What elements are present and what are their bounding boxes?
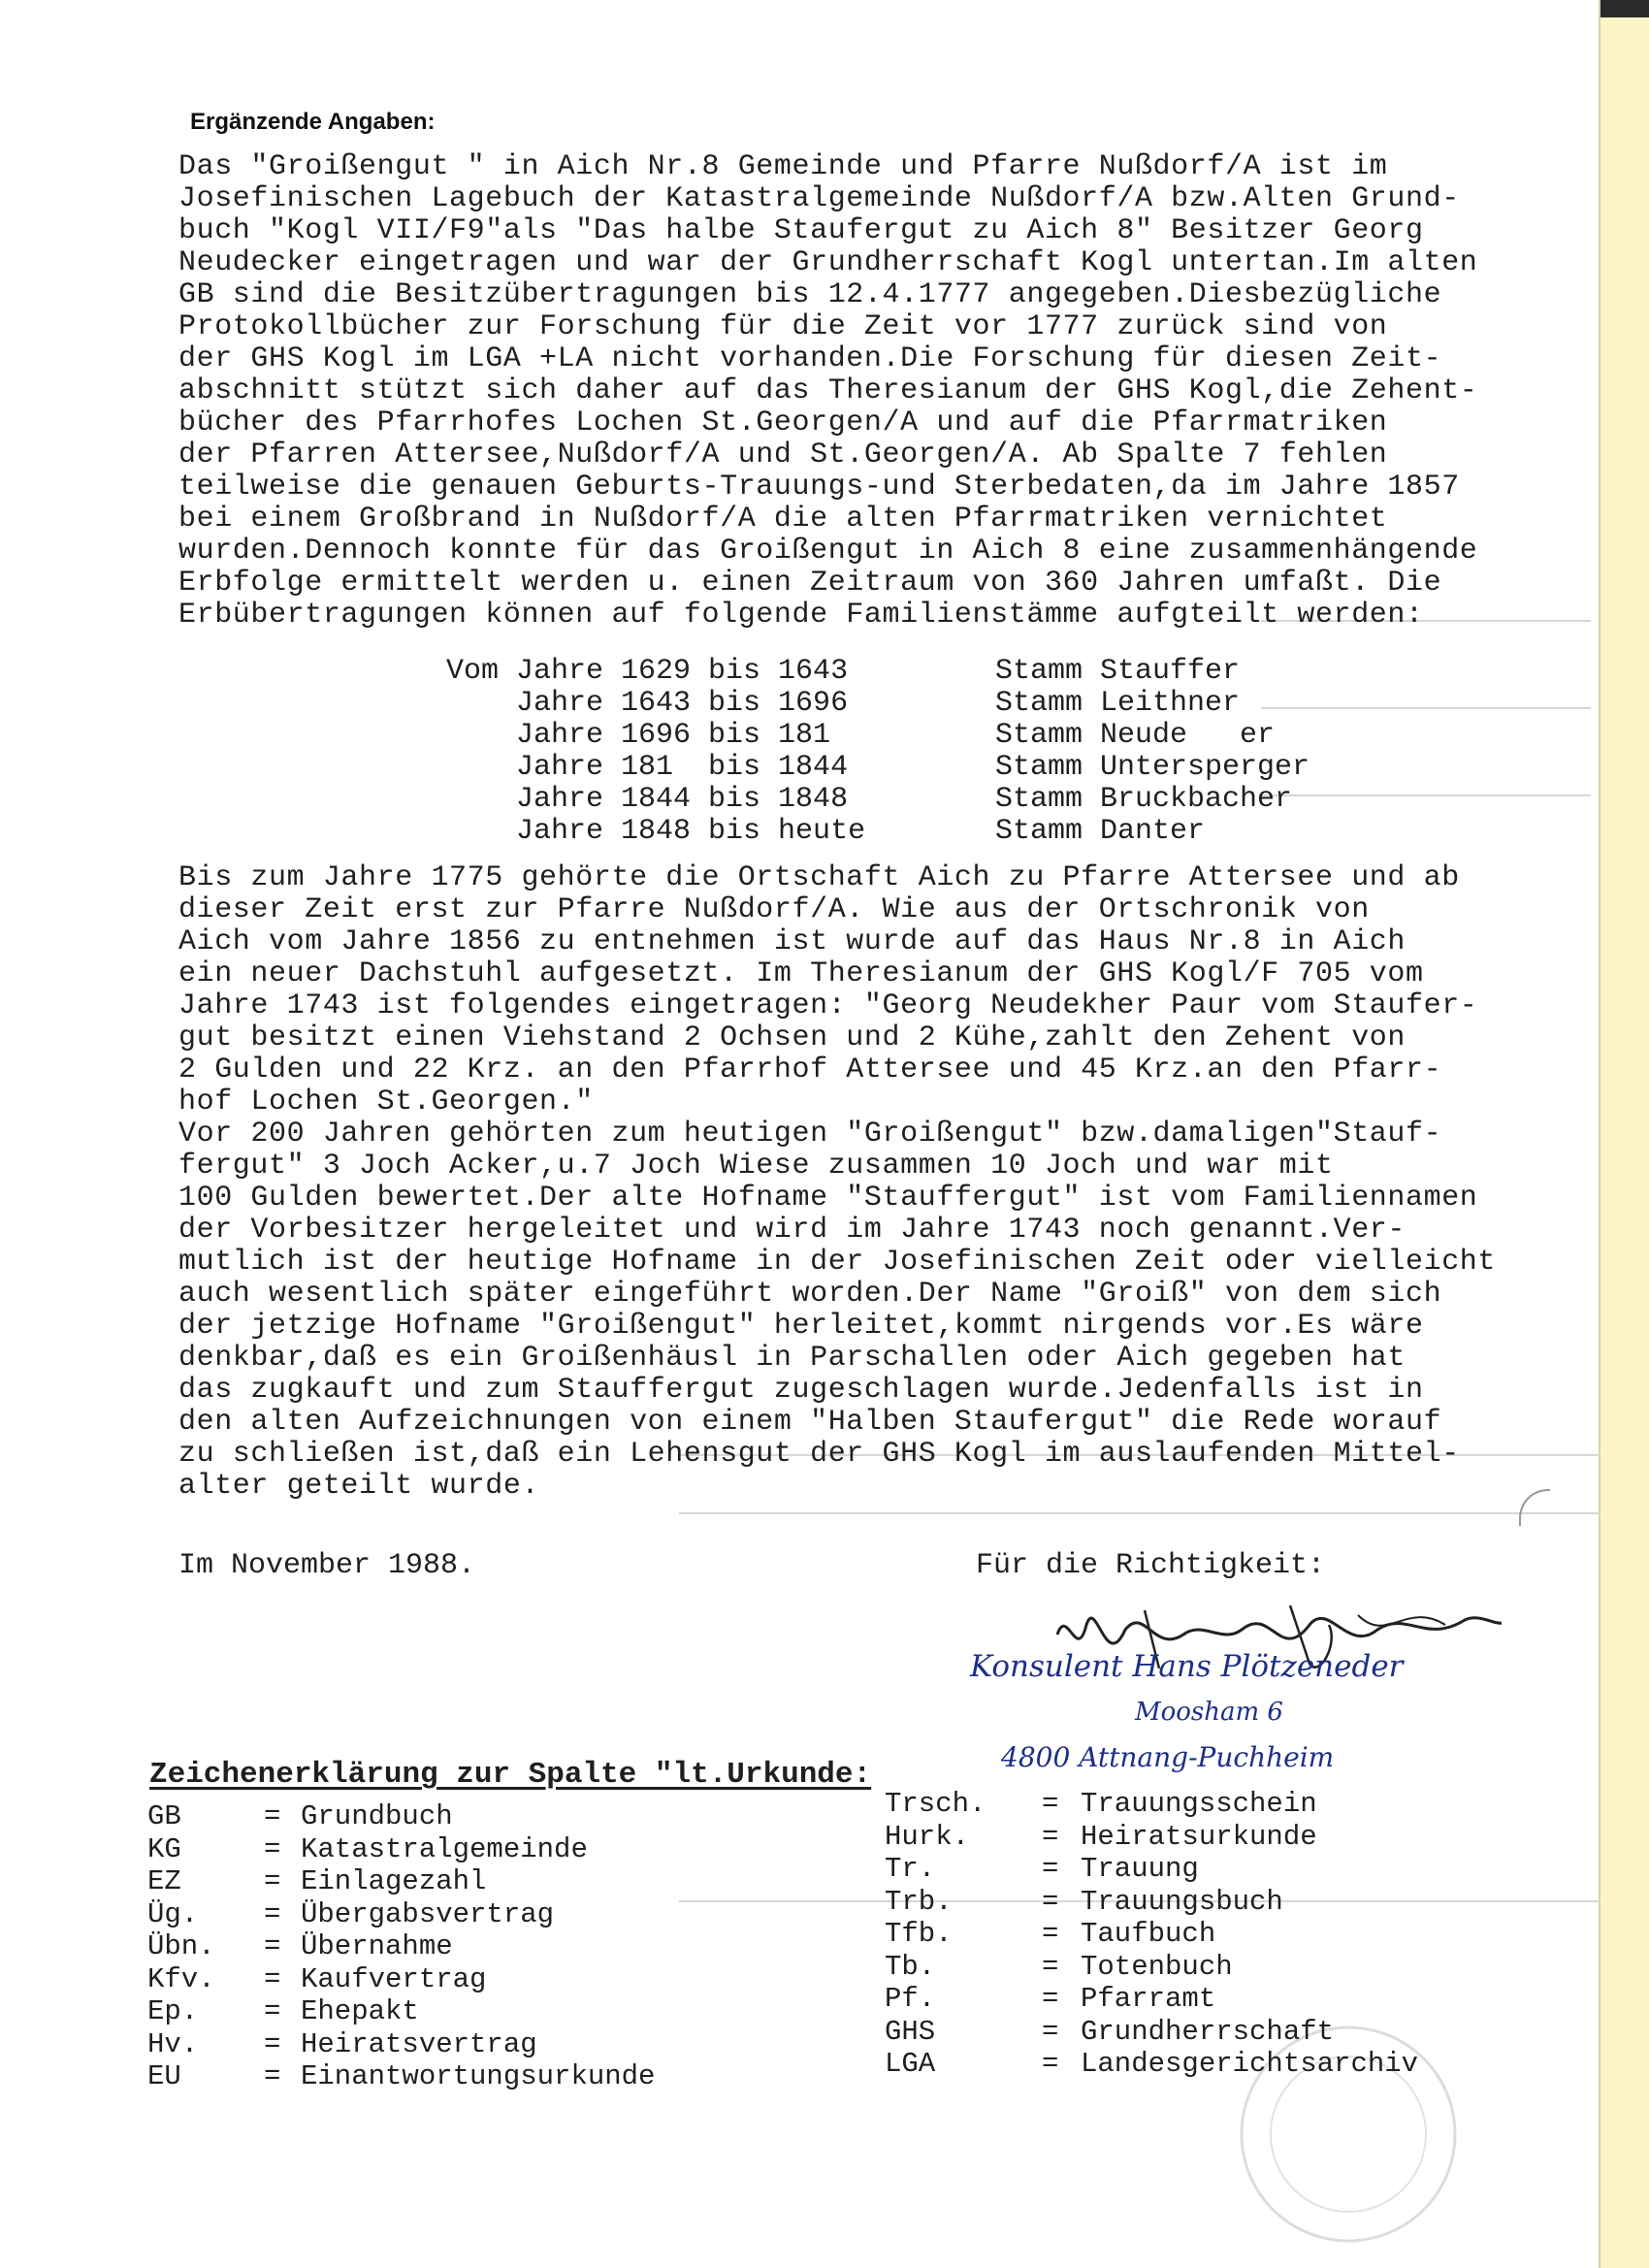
text-line: Aich vom Jahre 1856 zu entnehmen ist wurde auf das Haus Nr.8 in Aich [178, 925, 1406, 958]
legend-abbreviation: EU [147, 2060, 181, 2092]
lineage-row [446, 816, 1319, 848]
text-line: gut besitzt einen Viehstand 2 Ochsen und 2 Kühe,zahlt den Zehent von [178, 1021, 1406, 1054]
legend-title: Zeichenerklärung zur Spalte "lt.Urkunde: [149, 1758, 872, 1792]
legend-equals: = [264, 1897, 281, 1930]
section-heading: Ergänzende Angaben: [190, 109, 436, 135]
lineage-period: Vom Jahre 1629 bis 1643 [446, 655, 849, 688]
text-line: bücher des Pfarrhofes Lochen St.Georgen/A und auf die Pfarrmatriken [178, 406, 1388, 439]
text-line: Jahre 1743 ist folgendes eingetragen: "Georg Neudekher Paur vom Staufer- [178, 989, 1478, 1022]
legend-abbreviation: Übn. [147, 1930, 215, 1962]
text-line: fergut" 3 Joch Acker,u.7 Joch Wiese zusammen 10 Joch und war mit [178, 1150, 1334, 1183]
text-line: der Pfarren Attersee,Nußdorf/A und St.Georgen/A. Ab Spalte 7 fehlen [178, 438, 1388, 471]
text-line: Bis zum Jahre 1775 gehörte die Ortschaft Aich zu Pfarre Attersee und ab [178, 861, 1460, 894]
text-line: Protokollbücher zur Forschung für die Zeit vor 1777 zurück sind von [178, 310, 1388, 343]
text-line: hof Lochen St.Georgen." [178, 1085, 594, 1118]
paragraph-details [178, 862, 1575, 1503]
text-line: der jetzige Hofname "Groißengut" herleitet,kommt nirgends vor.Es wäre [178, 1310, 1424, 1343]
legend-abbreviation: Ep. [147, 1995, 199, 2027]
text-line: ein neuer Dachstuhl aufgesetzt. Im Theresianum der GHS Kogl/F 705 vom [178, 957, 1424, 990]
lineage-period: Jahre 181 bis 1844 [446, 751, 849, 784]
lineage-period: Jahre 1643 bis 1696 [446, 687, 849, 720]
text-line: buch "Kogl VII/F9"als "Das halbe Staufergut zu Aich 8" Besitzer Georg [178, 214, 1424, 247]
lineage-row [446, 656, 1319, 688]
legend-description: Trauungsbuch [1081, 1885, 1283, 1918]
legend-abbreviation: GHS [885, 2015, 936, 2048]
paragraph-history [178, 151, 1575, 632]
legend-description: Landesgerichtsarchiv [1081, 2048, 1419, 2080]
legend-abbreviation: Hurk. [885, 1820, 970, 1853]
lineage-family: Stamm Stauffer [995, 655, 1241, 688]
text-line: zu schließen ist,daß ein Lehensgut der GHS Kogl im auslaufenden Mittel- [178, 1438, 1460, 1471]
lineage-period: Jahre 1844 bis 1848 [446, 783, 849, 816]
legend-description: Totenbuch [1081, 1950, 1233, 1983]
legend-equals: = [264, 1800, 281, 1832]
lineage-family: Stamm Neude er [995, 719, 1276, 752]
lineage-row [446, 752, 1319, 784]
legend-equals: = [264, 2027, 281, 2060]
legend-abbreviation: Tb. [885, 1950, 936, 1983]
legend-abbreviation: LGA [885, 2048, 936, 2080]
legend-description: Taufbuch [1081, 1918, 1216, 1950]
legend-equals: = [1042, 2048, 1059, 2080]
lineage-row [446, 688, 1319, 720]
legend-description: Katastralgemeinde [301, 1832, 588, 1865]
paper-edge-strip [1599, 0, 1649, 2268]
text-line: Erbfolge ermittelt werden u. einen Zeitraum von 360 Jahren umfaßt. Die [178, 567, 1442, 599]
legend-equals: = [264, 1865, 281, 1897]
text-line: 2 Gulden und 22 Krz. an den Pfarrhof Attersee und 45 Krz.an den Pfarr- [178, 1053, 1442, 1086]
text-line: alter geteilt wurde. [178, 1470, 540, 1503]
text-line: Vor 200 Jahren gehörten zum heutigen "Groißengut" bzw.damaligen"Stauf- [178, 1118, 1442, 1150]
legend-abbreviation: Hv. [147, 2027, 199, 2060]
text-line: denkbar,daß es ein Groißenhäusl in Parschallen oder Aich gegeben hat [178, 1342, 1406, 1375]
text-line: abschnitt stützt sich daher auf das Theresianum der GHS Kogl,die Zehent- [178, 374, 1478, 407]
legend-description: Grundbuch [301, 1800, 453, 1832]
legend-abbreviation: Üg. [147, 1897, 199, 1930]
lineage-period: Jahre 1848 bis heute [446, 815, 866, 848]
legend-abbreviation: Trb. [885, 1885, 953, 1918]
legend-description: Übergabsvertrag [301, 1897, 555, 1930]
lineage-period: Jahre 1696 bis 181 [446, 719, 849, 752]
lineage-row [446, 784, 1319, 816]
legend-description: Trauung [1081, 1853, 1199, 1885]
text-line: wurden.Dennoch konnte für das Groißengut in Aich 8 eine zusammenhängende [178, 535, 1478, 567]
legend-equals: = [1042, 1885, 1059, 1918]
legend-description: Einantwortungsurkunde [301, 2060, 656, 2092]
stamp-name: Konsulent Hans Plötzeneder [970, 1649, 1404, 1684]
legend-equals: = [264, 1930, 281, 1962]
lineage-row [446, 720, 1319, 752]
legend-abbreviation: Tfb. [885, 1918, 953, 1950]
legend-abbreviation: Trsch. [885, 1788, 986, 1820]
text-line: mutlich ist der heutige Hofname in der Josefinischen Zeit oder vielleicht [178, 1246, 1497, 1279]
text-line: das zugkauft und zum Stauffergut zugeschlagen wurde.Jedenfalls ist in [178, 1374, 1424, 1407]
legend-description: Ehepakt [301, 1995, 419, 2027]
text-line: den alten Aufzeichnungen von einem "Halben Staufergut" die Rede worauf [178, 1406, 1442, 1439]
certification-line: Für die Richtigkeit: [976, 1549, 1326, 1582]
text-line: auch wesentlich später eingeführt worden.Der Name "Groiß" von dem sich [178, 1278, 1442, 1311]
legend-abbreviation: KG [147, 1832, 181, 1865]
text-line: GB sind die Besitzübertragungen bis 12.4.1777 angegeben.Diesbezügliche [178, 278, 1442, 311]
legend-equals: = [1042, 1918, 1059, 1950]
legend-equals: = [1042, 2015, 1059, 2048]
legend-equals: = [1042, 1820, 1059, 1853]
text-line: bei einem Großbrand in Nußdorf/A die alten Pfarrmatriken vernichtet [178, 502, 1388, 535]
lineage-family: Stamm Untersperger [995, 751, 1310, 784]
legend-abbreviation: GB [147, 1800, 181, 1832]
lineage-family: Stamm Leithner [995, 687, 1241, 720]
legend-equals: = [1042, 1950, 1059, 1983]
text-line: 100 Gulden bewertet.Der alte Hofname "Stauffergut" ist vom Familiennamen [178, 1182, 1478, 1215]
legend-description: Grundherrschaft [1081, 2015, 1335, 2048]
legend-equals: = [264, 1832, 281, 1865]
text-line: teilweise die genauen Geburts-Trauungs-und Sterbedaten,da im Jahre 1857 [178, 470, 1460, 503]
text-line: der GHS Kogl im LGA +LA nicht vorhanden.Die Forschung für diesen Zeit- [178, 342, 1442, 375]
legend-equals: = [264, 2060, 281, 2092]
stamp-city: 4800 Attnang-Puchheim [1001, 1741, 1335, 1773]
legend-description: Trauungsschein [1081, 1788, 1317, 1820]
legend-description: Kaufvertrag [301, 1962, 487, 1995]
legend-abbreviation: EZ [147, 1865, 181, 1897]
legend-description: Pfarramt [1081, 1983, 1216, 2015]
legend-description: Übernahme [301, 1930, 453, 1962]
legend-equals: = [1042, 1983, 1059, 2015]
legend-abbreviation: Tr. [885, 1853, 936, 1885]
legend-description: Heiratsvertrag [301, 2027, 537, 2060]
text-line: Neudecker eingetragen und war der Grundherrschaft Kogl untertan.Im alten [178, 246, 1478, 279]
legend-equals: = [1042, 1853, 1059, 1885]
text-line: Das "Groißengut " in Aich Nr.8 Gemeinde und Pfarre Nußdorf/A ist im [178, 150, 1388, 183]
lineage-family: Stamm Bruckbacher [995, 783, 1293, 816]
text-line: dieser Zeit erst zur Pfarre Nußdorf/A. Wie aus der Ortschronik von [178, 893, 1370, 926]
legend-description: Heiratsurkunde [1081, 1820, 1317, 1853]
lineage-family: Stamm Danter [995, 815, 1206, 848]
text-line: Josefinischen Lagebuch der Katastralgemeinde Nußdorf/A bzw.Alten Grund- [178, 182, 1460, 215]
legend-equals: = [1042, 1788, 1059, 1820]
legend-equals: = [264, 1962, 281, 1995]
stamp-street: Moosham 6 [1135, 1698, 1283, 1727]
scan-corner [1600, 0, 1649, 17]
legend-description: Einlagezahl [301, 1865, 487, 1897]
legend-abbreviation: Kfv. [147, 1962, 215, 1995]
closing-date: Im November 1988. [178, 1549, 476, 1582]
legend-equals: = [264, 1995, 281, 2027]
text-line: Erbübertragungen können auf folgende Familienstämme aufgteilt werden: [178, 599, 1424, 632]
legend-abbreviation: Pf. [885, 1983, 936, 2015]
text-line: der Vorbesitzer hergeleitet und wird im Jahre 1743 noch genannt.Ver- [178, 1214, 1406, 1247]
family-lineage-list [446, 656, 1319, 848]
